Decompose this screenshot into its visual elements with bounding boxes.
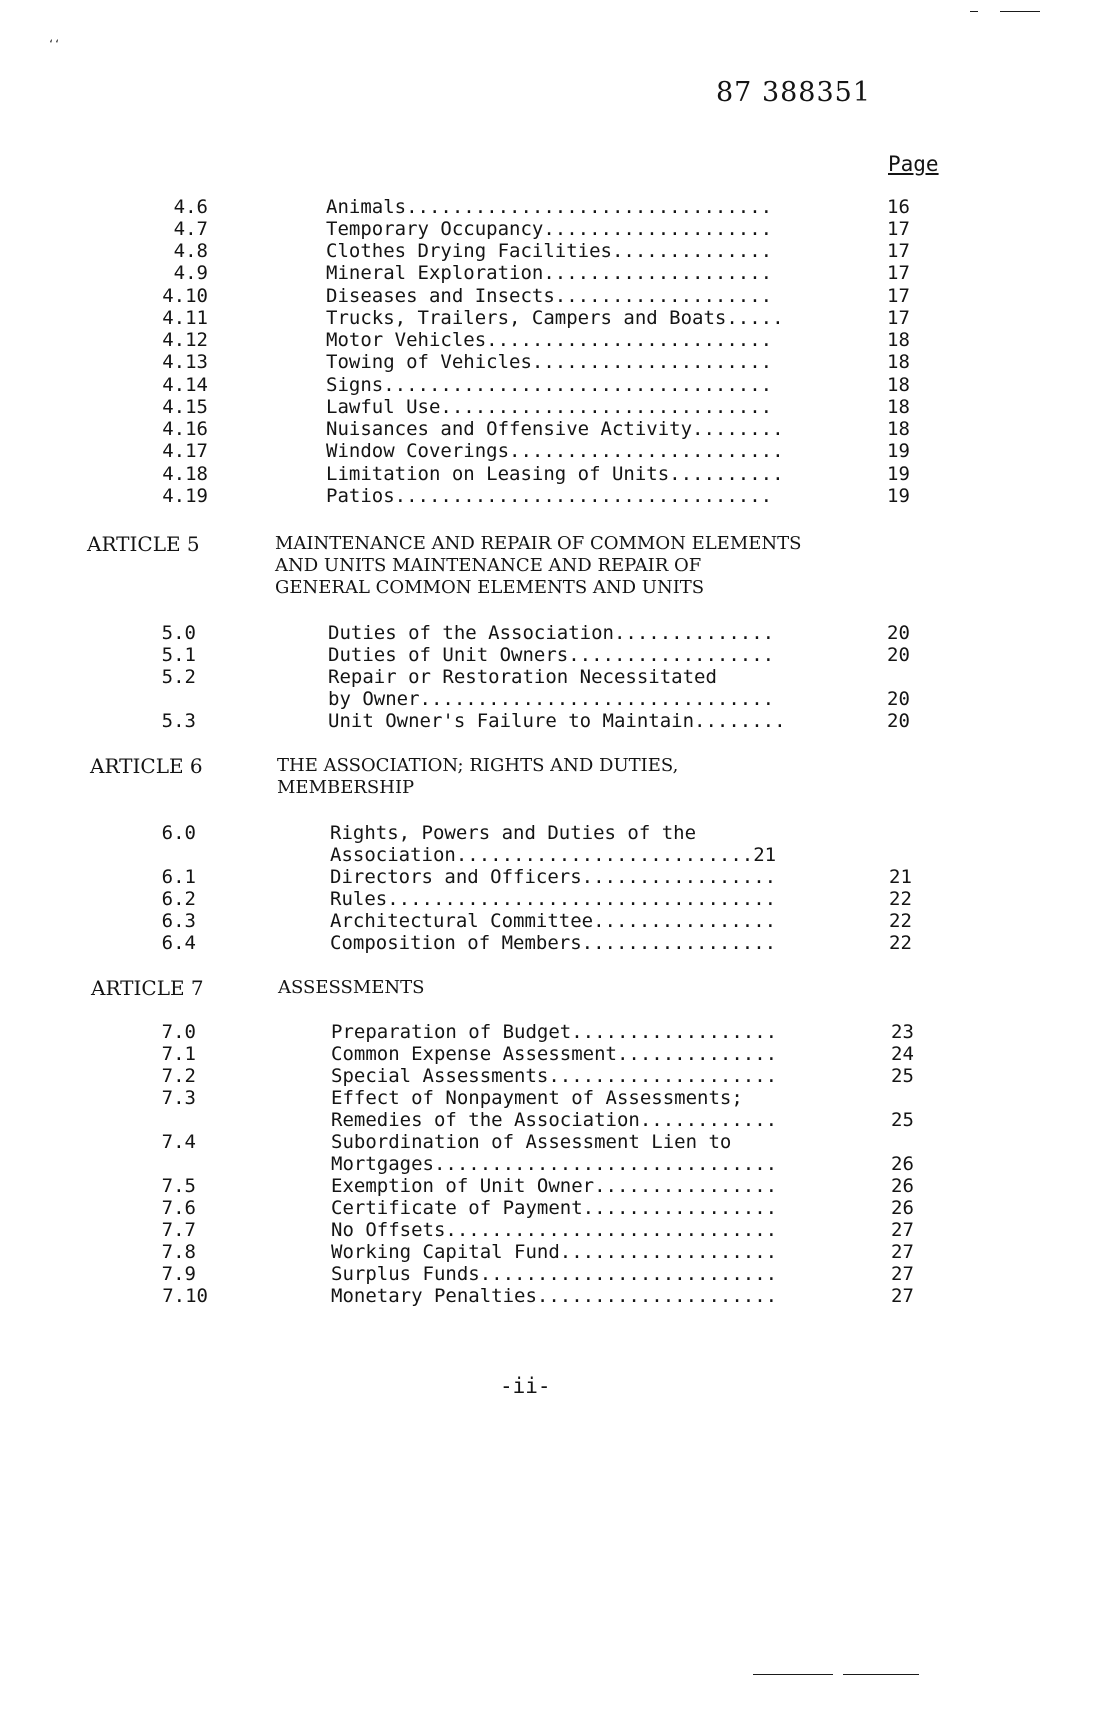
entry-title: Certificate of Payment................. bbox=[331, 1197, 778, 1219]
entry-page: 25 bbox=[891, 1109, 914, 1131]
entry-number: 4.15 bbox=[162, 396, 208, 418]
entry-number: 4.19 bbox=[162, 485, 208, 507]
entry-number: 7.4 bbox=[161, 1131, 196, 1153]
entry-title: Patios................................. bbox=[326, 485, 773, 507]
entry-title: Temporary Occupancy.................... bbox=[326, 218, 773, 240]
entry-page: 19 bbox=[887, 463, 910, 485]
entry-title: Trucks, Trailers, Campers and Boats..... bbox=[326, 307, 784, 329]
entry-page: 19 bbox=[887, 485, 910, 507]
scan-mark-top-2 bbox=[1000, 11, 1040, 12]
article-label: ARTICLE 6 bbox=[90, 754, 203, 778]
entry-number: 5.3 bbox=[161, 710, 196, 732]
article-heading: ASSESSMENTS bbox=[278, 977, 425, 998]
entry-title: Effect of Nonpayment of Assessments; bbox=[331, 1087, 743, 1109]
entry-number: 4.7 bbox=[173, 218, 208, 240]
entry-number: 4.11 bbox=[162, 307, 208, 329]
entry-title: Mineral Exploration.................... bbox=[326, 262, 773, 284]
entry-number: 7.2 bbox=[161, 1065, 196, 1087]
entry-page: 20 bbox=[887, 710, 910, 732]
entry-title: Directors and Officers................. bbox=[330, 866, 777, 888]
entry-page: 25 bbox=[891, 1065, 914, 1087]
entry-number: 4.12 bbox=[162, 329, 208, 351]
entry-page: 27 bbox=[891, 1285, 914, 1307]
entry-page: 27 bbox=[891, 1219, 914, 1241]
entry-title: Limitation on Leasing of Units.......... bbox=[326, 463, 784, 485]
entry-title: Monetary Penalties..................... bbox=[331, 1285, 778, 1307]
entry-number: 4.16 bbox=[162, 418, 208, 440]
entry-title: Composition of Members................. bbox=[330, 932, 777, 954]
entry-number: 7.5 bbox=[161, 1175, 196, 1197]
entry-title-continued: by Owner............................... bbox=[328, 688, 775, 710]
article-heading: GENERAL COMMON ELEMENTS AND UNITS bbox=[275, 577, 705, 598]
entry-page: 27 bbox=[891, 1241, 914, 1263]
entry-number: 7.8 bbox=[161, 1241, 196, 1263]
entry-page: 18 bbox=[887, 418, 910, 440]
entry-title: Rules.................................. bbox=[330, 888, 777, 910]
corner-mark: ‘‘ bbox=[48, 39, 61, 50]
entry-page: 22 bbox=[889, 932, 912, 954]
entry-title: Exemption of Unit Owner................ bbox=[331, 1175, 778, 1197]
entry-title: Preparation of Budget.................. bbox=[331, 1021, 778, 1043]
entry-page: 17 bbox=[887, 307, 910, 329]
article-label: ARTICLE 7 bbox=[91, 976, 204, 1000]
entry-title: Duties of the Association.............. bbox=[328, 622, 775, 644]
entry-number: 7.6 bbox=[161, 1197, 196, 1219]
entry-number: 7.3 bbox=[161, 1087, 196, 1109]
entry-page: 18 bbox=[887, 396, 910, 418]
entry-title: Signs.................................. bbox=[326, 374, 773, 396]
entry-number: 7.7 bbox=[161, 1219, 196, 1241]
entry-page: 20 bbox=[887, 688, 910, 710]
entry-number: 6.3 bbox=[161, 910, 196, 932]
entry-title: Architectural Committee................ bbox=[330, 910, 777, 932]
document-number: 87 388351 bbox=[716, 77, 872, 108]
entry-title-continued: Remedies of the Association............ bbox=[331, 1109, 778, 1131]
entry-number: 4.14 bbox=[162, 374, 208, 396]
entry-page: 17 bbox=[887, 218, 910, 240]
entry-number: 7.9 bbox=[161, 1263, 196, 1285]
entry-title: No Offsets............................. bbox=[331, 1219, 778, 1241]
entry-number: 4.13 bbox=[162, 351, 208, 373]
entry-page: 22 bbox=[889, 888, 912, 910]
entry-number: 5.0 bbox=[161, 622, 196, 644]
entry-title: Common Expense Assessment.............. bbox=[331, 1043, 778, 1065]
entry-page: 18 bbox=[887, 329, 910, 351]
entry-title: Rights, Powers and Duties of the bbox=[330, 822, 697, 844]
entry-number: 6.2 bbox=[161, 888, 196, 910]
entry-number: 4.9 bbox=[173, 262, 208, 284]
entry-page: 16 bbox=[887, 196, 910, 218]
entry-page: 24 bbox=[891, 1043, 914, 1065]
entry-title: Lawful Use............................. bbox=[326, 396, 773, 418]
entry-number: 7.1 bbox=[161, 1043, 196, 1065]
entry-page: 22 bbox=[889, 910, 912, 932]
entry-number: 5.2 bbox=[161, 666, 196, 688]
entry-title: Window Coverings........................ bbox=[326, 440, 784, 462]
entry-page: 20 bbox=[887, 622, 910, 644]
entry-page: 19 bbox=[887, 440, 910, 462]
entry-number: 6.1 bbox=[161, 866, 196, 888]
article-heading: AND UNITS MAINTENANCE AND REPAIR OF bbox=[275, 555, 702, 576]
entry-title: Towing of Vehicles..................... bbox=[326, 351, 773, 373]
entry-number: 4.6 bbox=[173, 196, 208, 218]
entry-number: 4.10 bbox=[162, 285, 208, 307]
entry-page: 26 bbox=[891, 1153, 914, 1175]
entry-title: Working Capital Fund................... bbox=[331, 1241, 778, 1263]
entry-page: 20 bbox=[887, 644, 910, 666]
scan-mark-bottom-1 bbox=[753, 1674, 833, 1675]
entry-number: 6.4 bbox=[161, 932, 196, 954]
entry-title: Special Assessments.................... bbox=[331, 1065, 778, 1087]
page-column-header: Page bbox=[888, 152, 939, 176]
entry-title: Animals................................ bbox=[326, 196, 773, 218]
entry-title: Clothes Drying Facilities.............. bbox=[326, 240, 773, 262]
entry-page: 26 bbox=[891, 1197, 914, 1219]
entry-number: 6.0 bbox=[161, 822, 196, 844]
entry-title: Nuisances and Offensive Activity........ bbox=[326, 418, 784, 440]
entry-page: 17 bbox=[887, 285, 910, 307]
entry-title: Surplus Funds.......................... bbox=[331, 1263, 778, 1285]
entry-page: 17 bbox=[887, 262, 910, 284]
article-label: ARTICLE 5 bbox=[87, 532, 200, 556]
entry-title: Repair or Restoration Necessitated bbox=[328, 666, 717, 688]
entry-number: 4.17 bbox=[162, 440, 208, 462]
entry-title: Subordination of Assessment Lien to bbox=[331, 1131, 732, 1153]
entry-number: 4.18 bbox=[162, 463, 208, 485]
entry-title-continued: Mortgages.............................. bbox=[331, 1153, 778, 1175]
article-heading: MEMBERSHIP bbox=[277, 777, 415, 798]
entry-title: Motor Vehicles......................... bbox=[326, 329, 773, 351]
entry-number: 4.8 bbox=[173, 240, 208, 262]
entry-number: 7.10 bbox=[162, 1285, 208, 1307]
entry-page: 21 bbox=[889, 866, 912, 888]
entry-page: 26 bbox=[891, 1175, 914, 1197]
scan-mark-bottom-2 bbox=[843, 1674, 919, 1675]
entry-number: 7.0 bbox=[161, 1021, 196, 1043]
article-heading: THE ASSOCIATION; RIGHTS AND DUTIES, bbox=[277, 755, 679, 776]
entry-title: Diseases and Insects................... bbox=[326, 285, 773, 307]
entry-number: 5.1 bbox=[161, 644, 196, 666]
entry-page: 27 bbox=[891, 1263, 914, 1285]
entry-page: 23 bbox=[891, 1021, 914, 1043]
entry-title-continued: Association..........................21 bbox=[330, 844, 777, 866]
entry-page: 17 bbox=[887, 240, 910, 262]
footer-page-number: -ii- bbox=[500, 1374, 551, 1398]
entry-page: 18 bbox=[887, 351, 910, 373]
entry-page: 18 bbox=[887, 374, 910, 396]
entry-title: Duties of Unit Owners.................. bbox=[328, 644, 775, 666]
entry-title: Unit Owner's Failure to Maintain........ bbox=[328, 710, 786, 732]
scan-mark-top-1 bbox=[970, 11, 978, 12]
article-heading: MAINTENANCE AND REPAIR OF COMMON ELEMENTS bbox=[275, 533, 802, 554]
